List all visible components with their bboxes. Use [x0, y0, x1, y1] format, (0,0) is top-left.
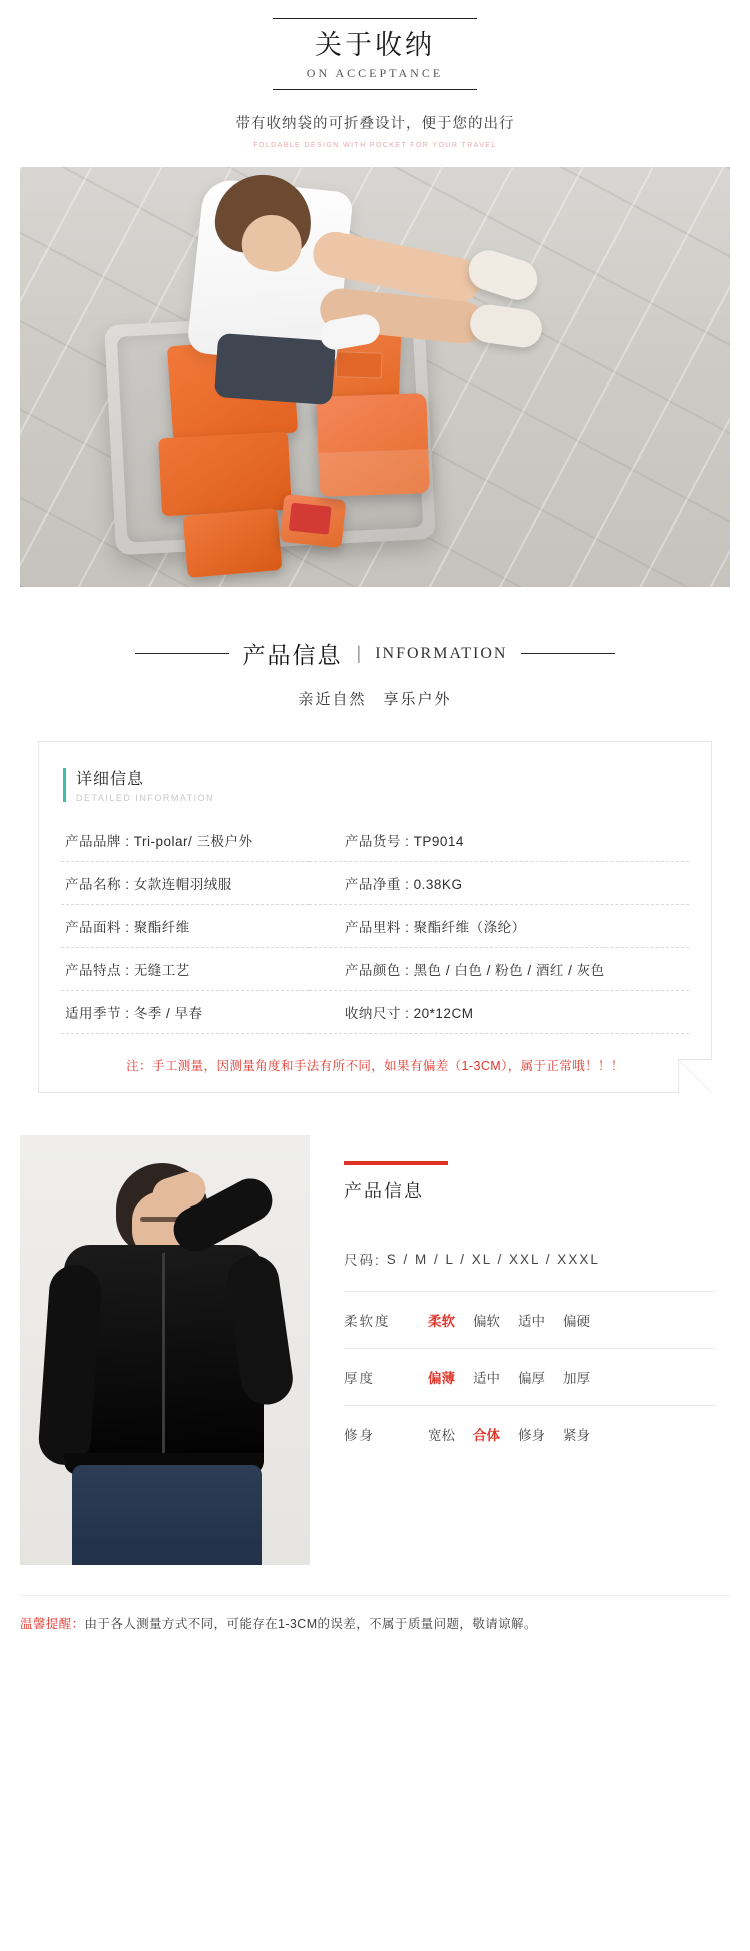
product-info-heading-row: [0, 637, 750, 670]
attribute-label: 厚度: [344, 1371, 375, 1387]
spec-card: [38, 741, 712, 1093]
option[interactable]: 修身: [518, 1428, 545, 1444]
left-rule: [135, 653, 229, 654]
hero-photo: [20, 167, 730, 587]
spec-cell-left: 产品名称 : 女款连帽羽绒服: [61, 862, 309, 905]
option[interactable]: 加厚: [563, 1371, 590, 1387]
attribute-label: 柔软度: [344, 1314, 391, 1330]
option-selected[interactable]: 柔软: [428, 1314, 455, 1330]
sizes-label: 尺码:: [344, 1253, 381, 1269]
jacket-model-jeans: [72, 1465, 262, 1565]
option[interactable]: 紧身: [563, 1428, 590, 1444]
hero-title-en: ON ACCEPTANCE: [306, 66, 444, 81]
spec-cell-left: 适用季节 : 冬季 / 早春: [61, 991, 309, 1034]
spec-table: [61, 819, 689, 1034]
option[interactable]: 偏厚: [518, 1371, 545, 1387]
table-row: [61, 862, 689, 905]
hero-subtitle-en: FOLDABLE DESIGN WITH POCKET FOR YOUR TRAVEL: [253, 142, 497, 150]
detail-title-block: [61, 766, 689, 803]
attribute-row-thickness: [344, 1348, 716, 1405]
measurement-note: 注：手工测量，因测量角度和手法有所不同，如果有偏差（1-3CM），属于正常哦！！！: [126, 1059, 624, 1074]
option[interactable]: 适中: [518, 1314, 545, 1330]
spec-cell-right: 产品颜色 : 黑色 / 白色 / 粉色 / 酒红 / 灰色: [309, 948, 689, 991]
attribute-options: [428, 1424, 590, 1444]
attribute-row-softness: [344, 1291, 716, 1348]
folded-corner: [678, 1059, 712, 1093]
size-panel: [310, 1135, 750, 1565]
option[interactable]: 宽松: [428, 1428, 455, 1444]
spec-cell-right: 产品货号 : TP9014: [309, 819, 689, 862]
table-row: [61, 905, 689, 948]
detail-title-cn: 详细信息: [76, 771, 145, 789]
table-row: [61, 991, 689, 1034]
jacket-photo: [20, 1135, 310, 1565]
product-info-heading: [0, 637, 750, 709]
packing-cube-medium: [158, 432, 292, 517]
attribute-row-fit: [344, 1405, 716, 1462]
table-row: [61, 948, 689, 991]
product-info-title-en: INFORMATION: [375, 644, 508, 662]
size-row-sizes: [344, 1231, 716, 1291]
spec-cell-right: 产品里料 : 聚酯纤维（涤纶）: [309, 905, 689, 948]
spec-cell-left: 产品特点 : 无缝工艺: [61, 948, 309, 991]
option[interactable]: 偏硬: [563, 1314, 590, 1330]
hero-header: [0, 0, 750, 149]
footer-note-label: 温馨提醒：: [20, 1617, 85, 1632]
packing-cube-tiny: [280, 494, 347, 548]
size-accent-bar: [344, 1161, 448, 1165]
option-selected[interactable]: 合体: [473, 1428, 500, 1444]
option[interactable]: 偏软: [473, 1314, 500, 1330]
right-rule: [521, 653, 615, 654]
hero-title-box: [273, 18, 477, 90]
product-info-subtitle: 亲近自然 享乐户外: [298, 691, 452, 709]
hero-subtitle: 带有收纳袋的可折叠设计，便于您的出行: [235, 116, 515, 133]
table-row: [61, 819, 689, 862]
spec-cell-right: 产品净重 : 0.38KG: [309, 862, 689, 905]
footer-note: [20, 1595, 730, 1632]
spec-cell-right: 收纳尺寸 : 20*12CM: [309, 991, 689, 1034]
lower-section: [0, 1135, 750, 1565]
model-shorts: [214, 333, 336, 405]
footer-note-text: 由于各人测量方式不同，可能存在1-3CM的误差，不属于质量问题，敬请谅解。: [84, 1617, 537, 1632]
attribute-label: 修身: [344, 1428, 375, 1444]
packing-cube-small: [182, 508, 282, 578]
attribute-options: [428, 1310, 590, 1330]
detail-accent-bar: [63, 768, 66, 802]
option[interactable]: 适中: [473, 1371, 500, 1387]
jacket-zipper: [162, 1253, 165, 1463]
attribute-options: [428, 1367, 590, 1387]
size-panel-title: 产品信息: [344, 1181, 424, 1202]
sizes-values: S / M / L / XL / XXL / XXXL: [386, 1251, 600, 1267]
spec-cell-left: 产品品牌 : Tri-polar/ 三极户外: [61, 819, 309, 862]
product-info-title-cn: 产品信息: [242, 643, 343, 669]
option-selected[interactable]: 偏薄: [428, 1371, 455, 1387]
shoe-bag: [316, 394, 429, 498]
hero-title-cn: 关于收纳: [314, 30, 435, 60]
spec-cell-left: 产品面料 : 聚酯纤维: [61, 905, 309, 948]
product-info-divider: |: [356, 643, 362, 664]
detail-title-en: DETAILED INFORMATION: [76, 793, 215, 804]
